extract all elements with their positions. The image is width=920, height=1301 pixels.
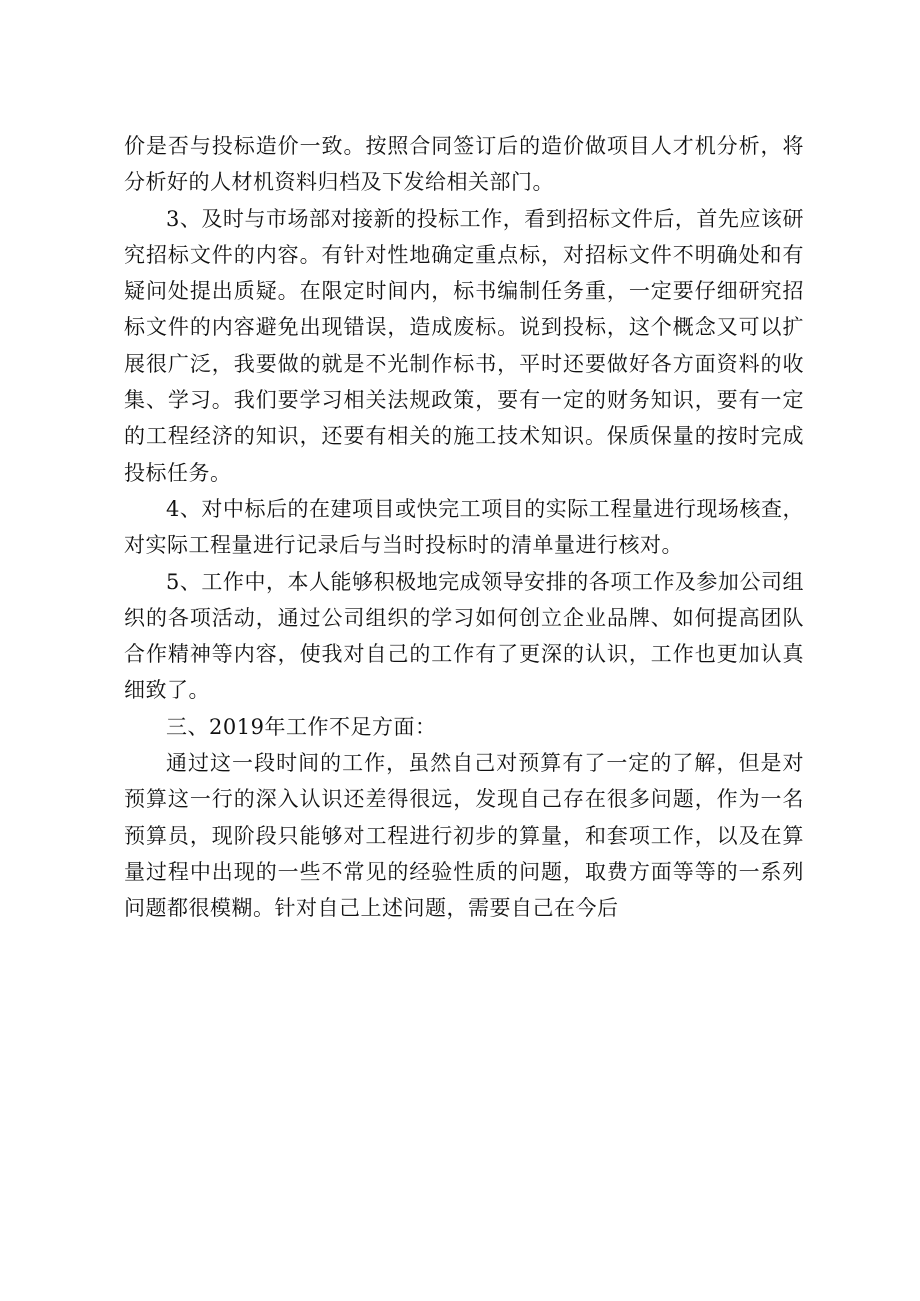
paragraph-item-4: 4、对中标后的在建项目或快完工项目的实际工程量进行现场核查，对实际工程量进行记录后与当时投标时的清单量进行核对。 [124,496,804,558]
section-heading-shortcomings: 三、2019年工作不足方面： [166,714,437,739]
paragraph-item-3: 3、及时与市场部对接新的投标工作，看到招标文件后，首先应该研究招标文件的内容。有针对性地确定重点标，对招标文件不明确处和有疑问处提出质疑。在限定时间内，标书编制任务重，一定要仔细研究招标文件的内容避免出现错误，造成废标。说到投标，这个概念又可以扩展很广泛，我要做的就是不光制作标书，平时还要做好各方面资料的收集、学习。我们要学习相关法规政策，要有一定的财务知识，要有一定的工程经济的知识，还要有相关的施工技术知识。保质保量的按时完成投标任务。 [124,206,804,485]
paragraph-shortcomings: 通过这一段时间的工作，虽然自己对预算有了一定的了解，但是对预算这一行的深入认识还差得很远，发现自己存在很多问题，作为一名预算员，现阶段只能够对工程进行初步的算量，和套项工作，以及在算量过程中出现的一些不常见的经验性质的问题，取费方面等等的一系列问题都很模糊。针对自己上述问题，需要自己在今后 [124,751,804,921]
paragraph-item-5: 5、工作中，本人能够积极地完成领导安排的各项工作及参加公司组织的各项活动，通过公司组织的学习如何创立企业品牌、如何提高团队合作精神等内容，使我对自己的工作有了更深的认识，工作也更加认真细致了。 [124,569,804,703]
paragraph-continuation: 价是否与投标造价一致。按照合同签订后的造价做项目人才机分析，将分析好的人材机资料归档及下发给相关部门。 [124,134,804,195]
document-body [124,128,804,927]
